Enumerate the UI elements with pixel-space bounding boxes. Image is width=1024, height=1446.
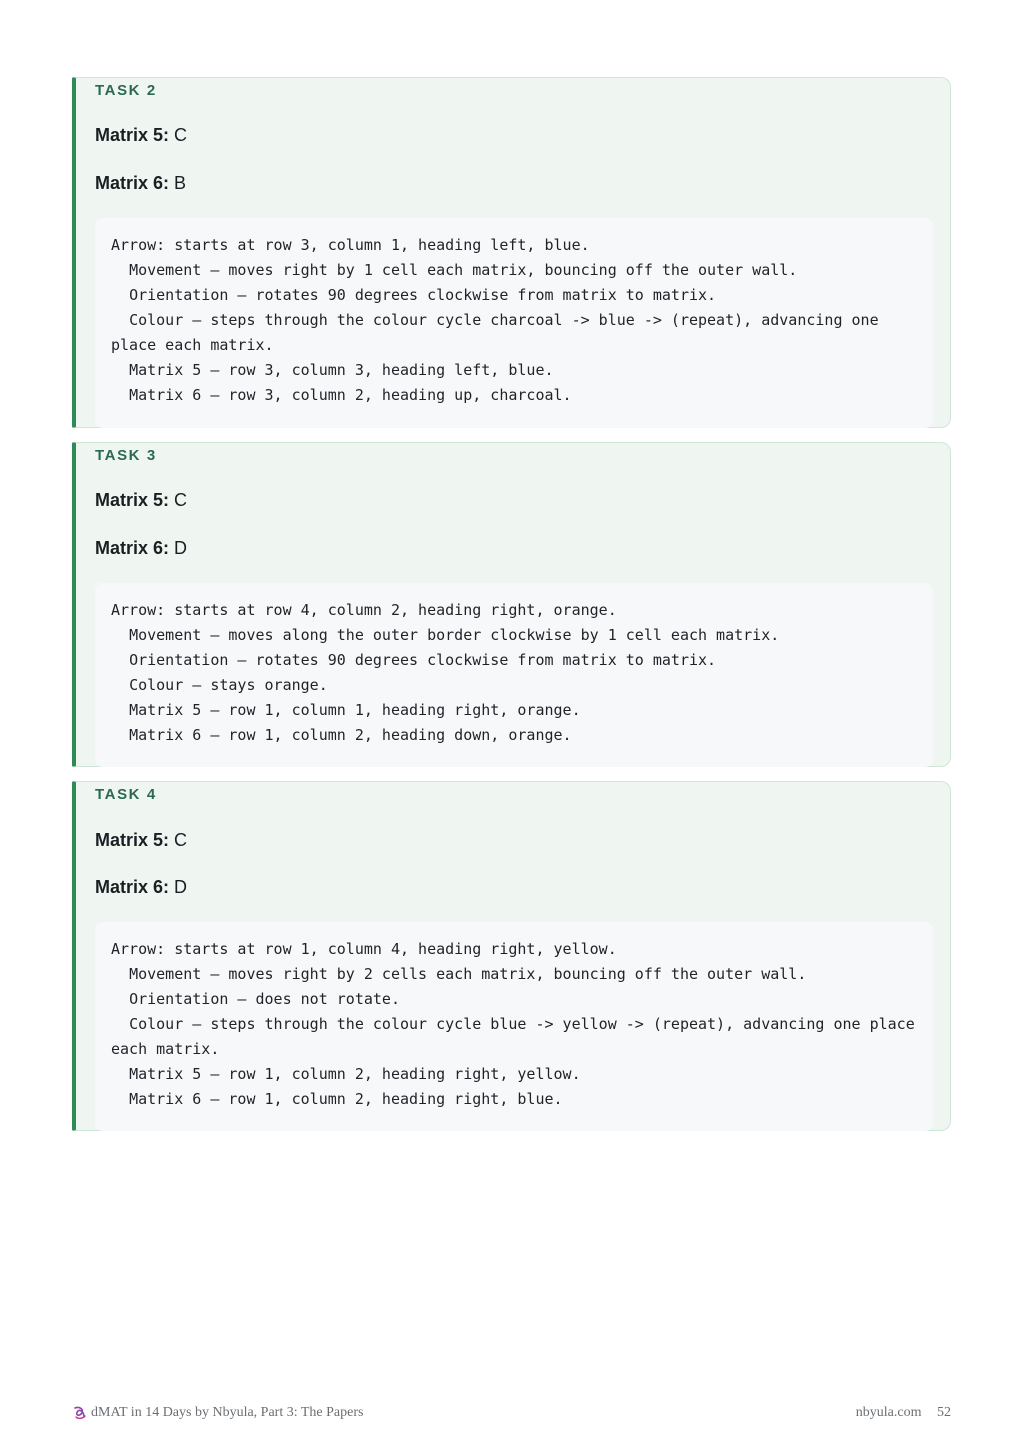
- site-link[interactable]: nbyula.com: [855, 1405, 922, 1420]
- explanation-code-block: Arrow: starts at row 1, column 4, heading right, yellow. Movement – moves right by 2 cells each matrix, bouncing off the outer wall. Orientation – does not rotate. Colour – steps through the colour cycle blue -> yellow -> (repeat), advancing one place each matrix. Matrix 5 – row 1, column 2, heading right, yellow. Matrix 6 – row 1, column 2, heading right, blue.: [95, 922, 933, 1131]
- answer-key: Matrix 5:: [95, 490, 170, 510]
- matrix-5-answer: [95, 830, 187, 851]
- explanation-code-block: Arrow: starts at row 3, column 1, heading left, blue. Movement – moves right by 1 cell each matrix, bouncing off the outer wall. Orientation – rotates 90 degrees clockwise from matrix to matrix. Colour – steps through the colour cycle charcoal -> blue -> (repeat), advancing one place each matrix. Matrix 5 – row 3, column 3, heading left, blue. Matrix 6 – row 3, column 2, heading up, charcoal.: [95, 218, 933, 428]
- footer-site-page: [856, 1403, 951, 1423]
- answer-key: Matrix 5:: [95, 830, 170, 850]
- task-label: TASK 4: [95, 786, 157, 803]
- answer-value: C: [174, 125, 188, 145]
- matrix-6-answer: [95, 877, 187, 898]
- answer-value: D: [174, 538, 188, 558]
- task-label: TASK 3: [95, 447, 157, 464]
- answer-value: C: [174, 490, 188, 510]
- task-card-2: [72, 77, 951, 428]
- nbyula-logo-icon: [72, 1405, 88, 1421]
- task-label: TASK 2: [95, 82, 157, 99]
- book-title-text: dMAT in 14 Days by Nbyula, Part 3: The Papers: [91, 1405, 364, 1420]
- task-card-4: [72, 781, 951, 1131]
- answer-value: C: [174, 830, 188, 850]
- matrix-6-answer: [95, 173, 186, 194]
- explanation-code-block: Arrow: starts at row 4, column 2, heading right, orange. Movement – moves along the outer border clockwise by 1 cell each matrix. Orientation – rotates 90 degrees clockwise from matrix to matrix. Colour – stays orange. Matrix 5 – row 1, column 1, heading right, orange. Matrix 6 – row 1, column 2, heading down, orange.: [95, 583, 933, 767]
- answer-value: D: [174, 877, 188, 897]
- footer-book-title: [72, 1403, 363, 1423]
- answer-value: B: [174, 173, 187, 193]
- task-card-3: [72, 442, 951, 767]
- answer-key: Matrix 6:: [95, 173, 170, 193]
- answer-key: Matrix 5:: [95, 125, 170, 145]
- page-number: 52: [937, 1405, 951, 1420]
- answer-key: Matrix 6:: [95, 877, 170, 897]
- matrix-6-answer: [95, 538, 187, 559]
- matrix-5-answer: [95, 490, 187, 511]
- answer-key: Matrix 6:: [95, 538, 170, 558]
- matrix-5-answer: [95, 125, 187, 146]
